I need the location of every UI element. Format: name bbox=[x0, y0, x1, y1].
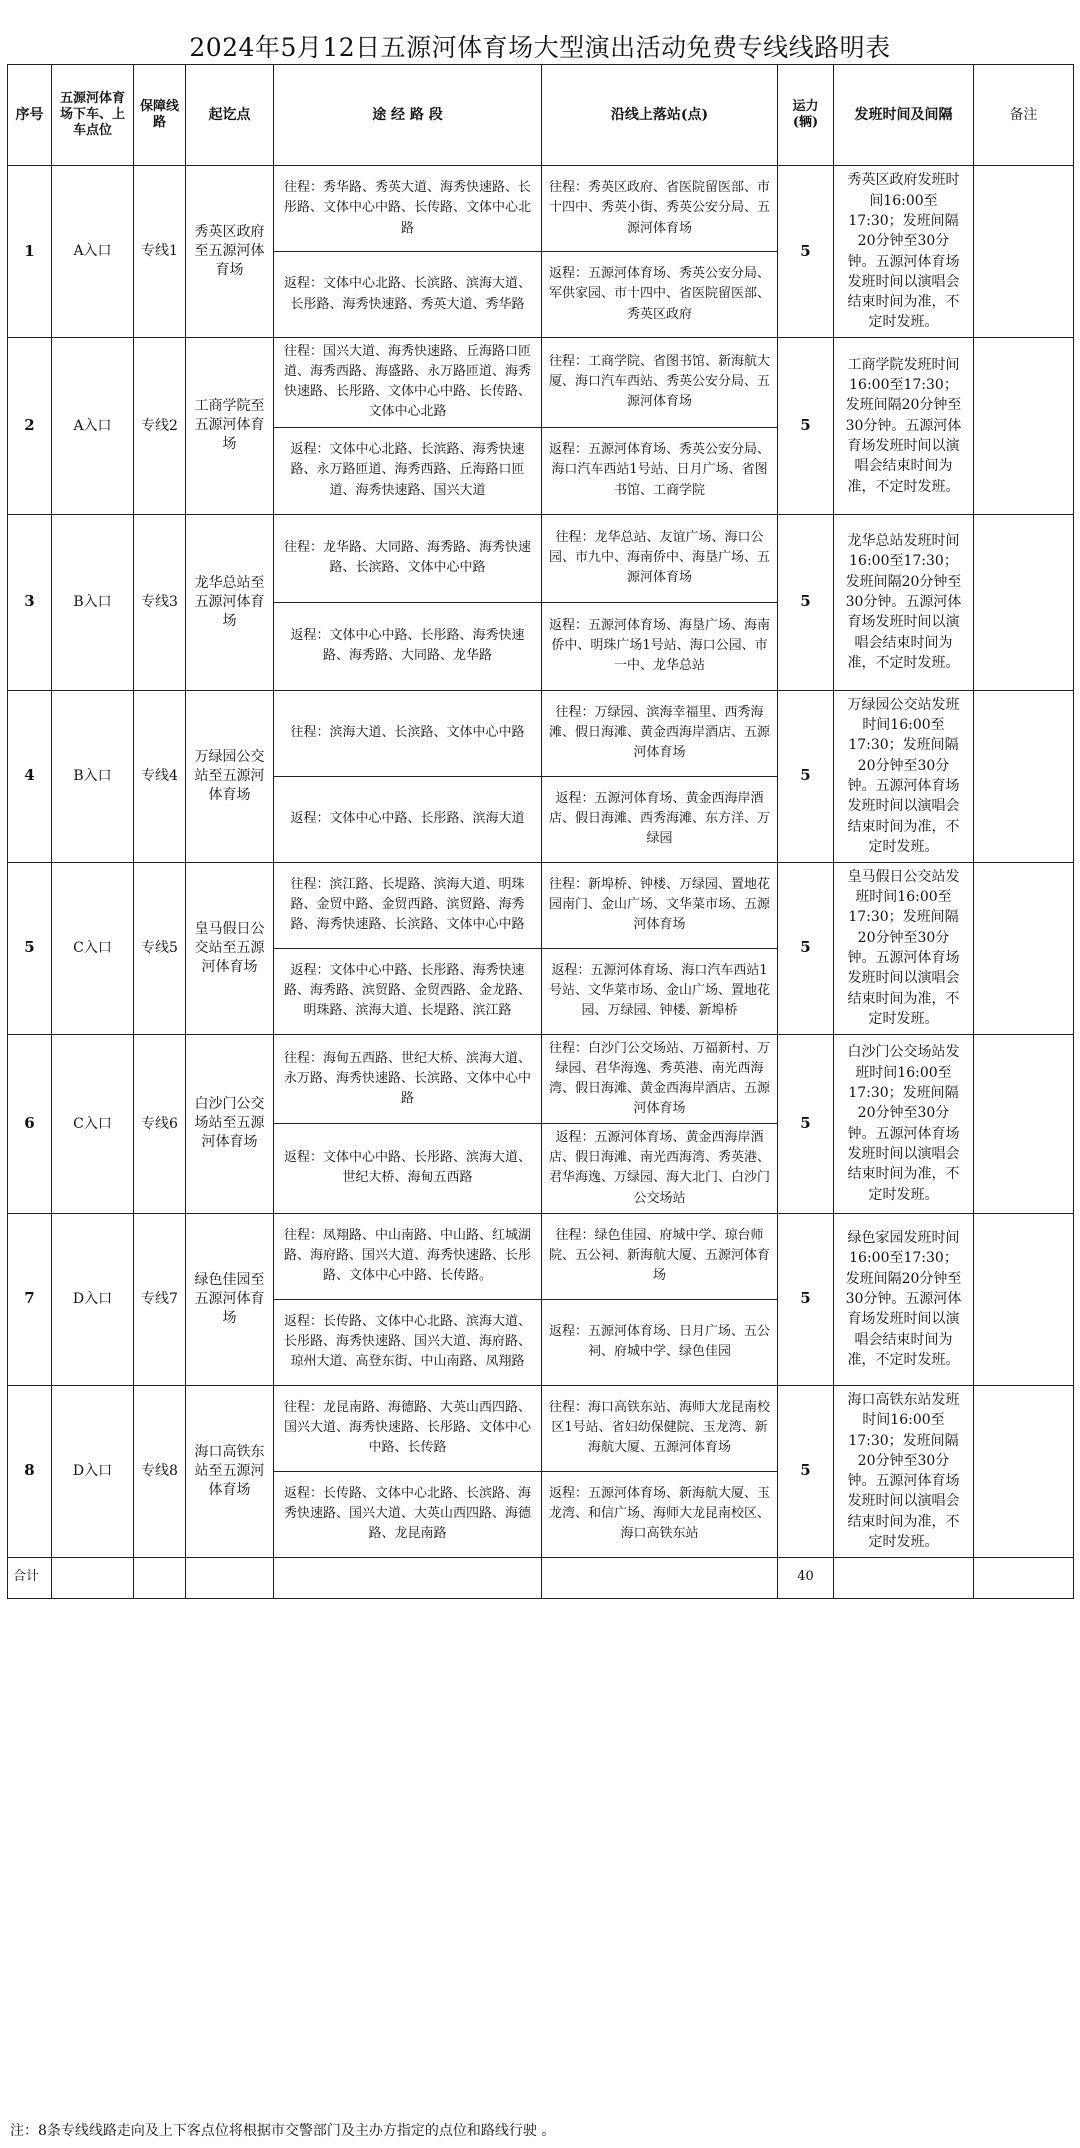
row-capacity: 5 bbox=[778, 862, 834, 1034]
row-out-stops: 往程：白沙门公交场站、万福新村、万绿园、君华海逸、秀英港、南光西海湾、假日海滩、黄金西海岸酒店、五源河体育场 bbox=[542, 1034, 778, 1124]
header-entrance: 五源河体育场下车、上车点位 bbox=[52, 65, 134, 166]
row-out-stops: 往程：万绿园、滨海幸福里、西秀海滩、假日海滩、黄金西海岸酒店、五源河体育场 bbox=[542, 690, 778, 776]
row-route: 绿色佳园至五源河体育场 bbox=[186, 1213, 274, 1385]
row-capacity: 5 bbox=[778, 1213, 834, 1385]
row-line: 专线4 bbox=[134, 690, 186, 862]
row-line: 专线6 bbox=[134, 1034, 186, 1213]
row-schedule: 龙华总站发班时间16:00至17:30；发班间隔20分钟至30分钟。五源河体育场发班时间以演唱会结束时间为准，不定时发班。 bbox=[834, 514, 974, 690]
row-route: 白沙门公交场站至五源河体育场 bbox=[186, 1034, 274, 1213]
row-entrance: C入口 bbox=[52, 1034, 134, 1213]
row-ret-stops: 返程：五源河体育场、新海航大厦、玉龙湾、和信广场、海师大龙昆南校区、海口高铁东站 bbox=[542, 1471, 778, 1557]
header-line: 保障线路 bbox=[134, 65, 186, 166]
row-ret-path: 返程：长传路、文体中心北路、滨海大道、长彤路、海秀快速路、国兴大道、海府路、琼州大道、高登东街、中山南路、凤翔路 bbox=[274, 1299, 542, 1385]
route-table bbox=[7, 64, 1074, 1599]
row-ret-stops: 返程：五源河体育场、海垦广场、海南侨中、明珠广场1号站、海口公园、市一中、龙华总站 bbox=[542, 602, 778, 690]
table-row bbox=[8, 514, 1074, 602]
row-route: 万绿园公交站至五源河体育场 bbox=[186, 690, 274, 862]
row-remark bbox=[974, 1213, 1074, 1385]
row-entrance: C入口 bbox=[52, 862, 134, 1034]
total-empty bbox=[186, 1557, 274, 1598]
row-out-stops: 往程：龙华总站、友谊广场、海口公园、市九中、海南侨中、海垦广场、五源河体育场 bbox=[542, 514, 778, 602]
row-schedule: 皇马假日公交站发班时间16:00至17:30；发班间隔20分钟至30分钟。五源河体育场发班时间以演唱会结束时间为准，不定时发班。 bbox=[834, 862, 974, 1034]
row-remark bbox=[974, 862, 1074, 1034]
table-row bbox=[8, 338, 1074, 428]
row-out-path: 往程：凤翔路、中山南路、中山路、红城湖路、海府路、国兴大道、海秀快速路、长彤路、文体中心中路、长传路。 bbox=[274, 1213, 542, 1299]
table-row bbox=[8, 1213, 1074, 1299]
row-out-path: 往程：秀华路、秀英大道、海秀快速路、长彤路、文体中心中路、长传路、文体中心北路 bbox=[274, 166, 542, 252]
row-entrance: A入口 bbox=[52, 166, 134, 338]
header-path: 途 经 路 段 bbox=[274, 65, 542, 166]
row-ret-path: 返程：文体中心中路、长彤路、海秀快速路、海秀路、滨贸路、金贸西路、金龙路、明珠路、滨海大道、长堤路、滨江路 bbox=[274, 948, 542, 1034]
row-route: 海口高铁东站至五源河体育场 bbox=[186, 1385, 274, 1557]
row-out-path: 往程：滨海大道、长滨路、文体中心中路 bbox=[274, 690, 542, 776]
row-entrance: B入口 bbox=[52, 514, 134, 690]
row-route: 秀英区政府至五源河体育场 bbox=[186, 166, 274, 338]
row-ret-stops: 返程：五源河体育场、日月广场、五公祠、府城中学、绿色佳园 bbox=[542, 1299, 778, 1385]
row-line: 专线2 bbox=[134, 338, 186, 515]
total-capacity: 40 bbox=[778, 1557, 834, 1598]
row-out-stops: 往程：新埠桥、钟楼、万绿园、置地花园南门、金山广场、文华菜市场、五源河体育场 bbox=[542, 862, 778, 948]
row-line: 专线3 bbox=[134, 514, 186, 690]
row-remark bbox=[974, 690, 1074, 862]
header-route: 起讫点 bbox=[186, 65, 274, 166]
row-ret-stops: 返程：五源河体育场、黄金西海岸酒店、假日海滩、南光西海湾、秀英港、君华海逸、万绿园、海大北门、白沙门公交场站 bbox=[542, 1124, 778, 1214]
row-route: 皇马假日公交站至五源河体育场 bbox=[186, 862, 274, 1034]
row-out-path: 往程：龙华路、大同路、海秀路、海秀快速路、长滨路、文体中心中路 bbox=[274, 514, 542, 602]
row-ret-stops: 返程：五源河体育场、秀英公安分局、海口汽车西站1号站、日月广场、省图书馆、工商学院 bbox=[542, 427, 778, 514]
row-ret-stops: 返程：五源河体育场、黄金西海岸酒店、假日海滩、西秀海滩、东方洋、万绿园 bbox=[542, 776, 778, 862]
table-row bbox=[8, 690, 1074, 776]
row-remark bbox=[974, 1034, 1074, 1213]
total-label: 合计 bbox=[8, 1557, 52, 1598]
table-row bbox=[8, 862, 1074, 948]
row-seq: 4 bbox=[8, 690, 52, 862]
row-ret-path: 返程：文体中心中路、长彤路、滨海大道 bbox=[274, 776, 542, 862]
row-out-stops: 往程：绿色佳园、府城中学、琼台师院、五公祠、新海航大厦、五源河体育场 bbox=[542, 1213, 778, 1299]
header-schedule: 发班时间及间隔 bbox=[834, 65, 974, 166]
row-entrance: B入口 bbox=[52, 690, 134, 862]
total-empty bbox=[52, 1557, 134, 1598]
header-row bbox=[8, 65, 1074, 166]
row-seq: 6 bbox=[8, 1034, 52, 1213]
total-empty bbox=[974, 1557, 1074, 1598]
row-remark bbox=[974, 166, 1074, 338]
row-seq: 5 bbox=[8, 862, 52, 1034]
header-stops: 沿线上落站(点) bbox=[542, 65, 778, 166]
row-capacity: 5 bbox=[778, 690, 834, 862]
row-line: 专线7 bbox=[134, 1213, 186, 1385]
header-remark: 备注 bbox=[974, 65, 1074, 166]
table-row bbox=[8, 1034, 1074, 1124]
row-capacity: 5 bbox=[778, 1385, 834, 1557]
page-title: 2024年5月12日五源河体育场大型演出活动免费专线线路明表 bbox=[189, 33, 891, 62]
row-ret-path: 返程：文体中心中路、长彤路、滨海大道、世纪大桥、海甸五西路 bbox=[274, 1124, 542, 1214]
row-seq: 1 bbox=[8, 166, 52, 338]
row-ret-stops: 返程：五源河体育场、海口汽车西站1号站、文华菜市场、金山广场、置地花园、万绿园、钟楼、新埠桥 bbox=[542, 948, 778, 1034]
row-schedule: 绿色家园发班时间16:00至17:30；发班间隔20分钟至30分钟。五源河体育场发班时间以演唱会结束时间为准，不定时发班。 bbox=[834, 1213, 974, 1385]
row-out-path: 往程：龙昆南路、海德路、大英山西四路、国兴大道、海秀快速路、长彤路、文体中心中路、长传路 bbox=[274, 1385, 542, 1471]
row-capacity: 5 bbox=[778, 166, 834, 338]
total-empty bbox=[834, 1557, 974, 1598]
row-schedule: 工商学院发班时间16:00至17:30；发班间隔20分钟至30分钟。五源河体育场发班时间以演唱会结束时间为准，不定时发班。 bbox=[834, 338, 974, 515]
total-empty bbox=[134, 1557, 186, 1598]
footnote: 注：8条专线线路走向及上下客点位将根据市交警部门及主办方指定的点位和路线行驶 。 bbox=[10, 2123, 556, 2139]
row-capacity: 5 bbox=[778, 514, 834, 690]
row-entrance: A入口 bbox=[52, 338, 134, 515]
row-entrance: D入口 bbox=[52, 1385, 134, 1557]
total-empty bbox=[542, 1557, 778, 1598]
row-remark bbox=[974, 1385, 1074, 1557]
row-line: 专线1 bbox=[134, 166, 186, 338]
row-out-stops: 往程：海口高铁东站、海师大龙昆南校区1号站、省妇幼保健院、玉龙湾、新海航大厦、五源河体育场 bbox=[542, 1385, 778, 1471]
row-ret-path: 返程：文体中心北路、长滨路、海秀快速路、永万路匝道、海秀西路、丘海路口匝道、海秀快速路、国兴大道 bbox=[274, 427, 542, 514]
row-capacity: 5 bbox=[778, 1034, 834, 1213]
row-schedule: 海口高铁东站发班时间16:00至17:30；发班间隔20分钟至30分钟。五源河体育场发班时间以演唱会结束时间为准，不定时发班。 bbox=[834, 1385, 974, 1557]
row-ret-path: 返程：文体中心北路、长滨路、滨海大道、长彤路、海秀快速路、秀英大道、秀华路 bbox=[274, 252, 542, 338]
row-seq: 7 bbox=[8, 1213, 52, 1385]
row-out-path: 往程：海甸五西路、世纪大桥、滨海大道、永万路、海秀快速路、长滨路、文体中心中路 bbox=[274, 1034, 542, 1124]
row-out-stops: 往程：工商学院、省图书馆、新海航大厦、海口汽车西站、秀英公安分局、五源河体育场 bbox=[542, 338, 778, 428]
row-entrance: D入口 bbox=[52, 1213, 134, 1385]
row-ret-stops: 返程：五源河体育场、秀英公安分局、军供家园、市十四中、省医院留医部、秀英区政府 bbox=[542, 252, 778, 338]
row-seq: 3 bbox=[8, 514, 52, 690]
header-capacity: 运力(辆) bbox=[778, 65, 834, 166]
row-line: 专线8 bbox=[134, 1385, 186, 1557]
row-capacity: 5 bbox=[778, 338, 834, 515]
row-ret-path: 返程：文体中心中路、长彤路、海秀快速路、海秀路、大同路、龙华路 bbox=[274, 602, 542, 690]
table-body bbox=[8, 166, 1074, 1558]
table-row bbox=[8, 166, 1074, 252]
row-schedule: 白沙门公交场站发班时间16:00至17:30；发班间隔20分钟至30分钟。五源河体育场发班时间以演唱会结束时间为准，不定时发班。 bbox=[834, 1034, 974, 1213]
row-remark bbox=[974, 514, 1074, 690]
row-ret-path: 返程：长传路、文体中心北路、长滨路、海秀快速路、国兴大道、大英山西四路、海德路、龙昆南路 bbox=[274, 1471, 542, 1557]
row-line: 专线5 bbox=[134, 862, 186, 1034]
row-route: 龙华总站至五源河体育场 bbox=[186, 514, 274, 690]
row-schedule: 秀英区政府发班时间16:00至17:30；发班间隔20分钟至30分钟。五源河体育场发班时间以演唱会结束时间为准，不定时发班。 bbox=[834, 166, 974, 338]
table-row bbox=[8, 1385, 1074, 1471]
row-schedule: 万绿园公交站发班时间16:00至17:30；发班间隔20分钟至30分钟。五源河体育场发班时间以演唱会结束时间为准，不定时发班。 bbox=[834, 690, 974, 862]
row-out-path: 往程：国兴大道、海秀快速路、丘海路口匝道、海秀西路、海盛路、永万路匝道、海秀快速路、长彤路、文体中心中路、长传路、文体中心北路 bbox=[274, 338, 542, 428]
row-remark bbox=[974, 338, 1074, 515]
row-seq: 8 bbox=[8, 1385, 52, 1557]
header-seq: 序号 bbox=[8, 65, 52, 166]
total-row bbox=[8, 1557, 1074, 1598]
row-route: 工商学院至五源河体育场 bbox=[186, 338, 274, 515]
row-out-path: 往程：滨江路、长堤路、滨海大道、明珠路、金贸中路、金贸西路、滨贸路、海秀路、海秀快速路、长滨路、文体中心中路 bbox=[274, 862, 542, 948]
total-empty bbox=[274, 1557, 542, 1598]
row-out-stops: 往程：秀英区政府、省医院留医部、市十四中、秀英小街、秀英公安分局、五源河体育场 bbox=[542, 166, 778, 252]
row-seq: 2 bbox=[8, 338, 52, 515]
